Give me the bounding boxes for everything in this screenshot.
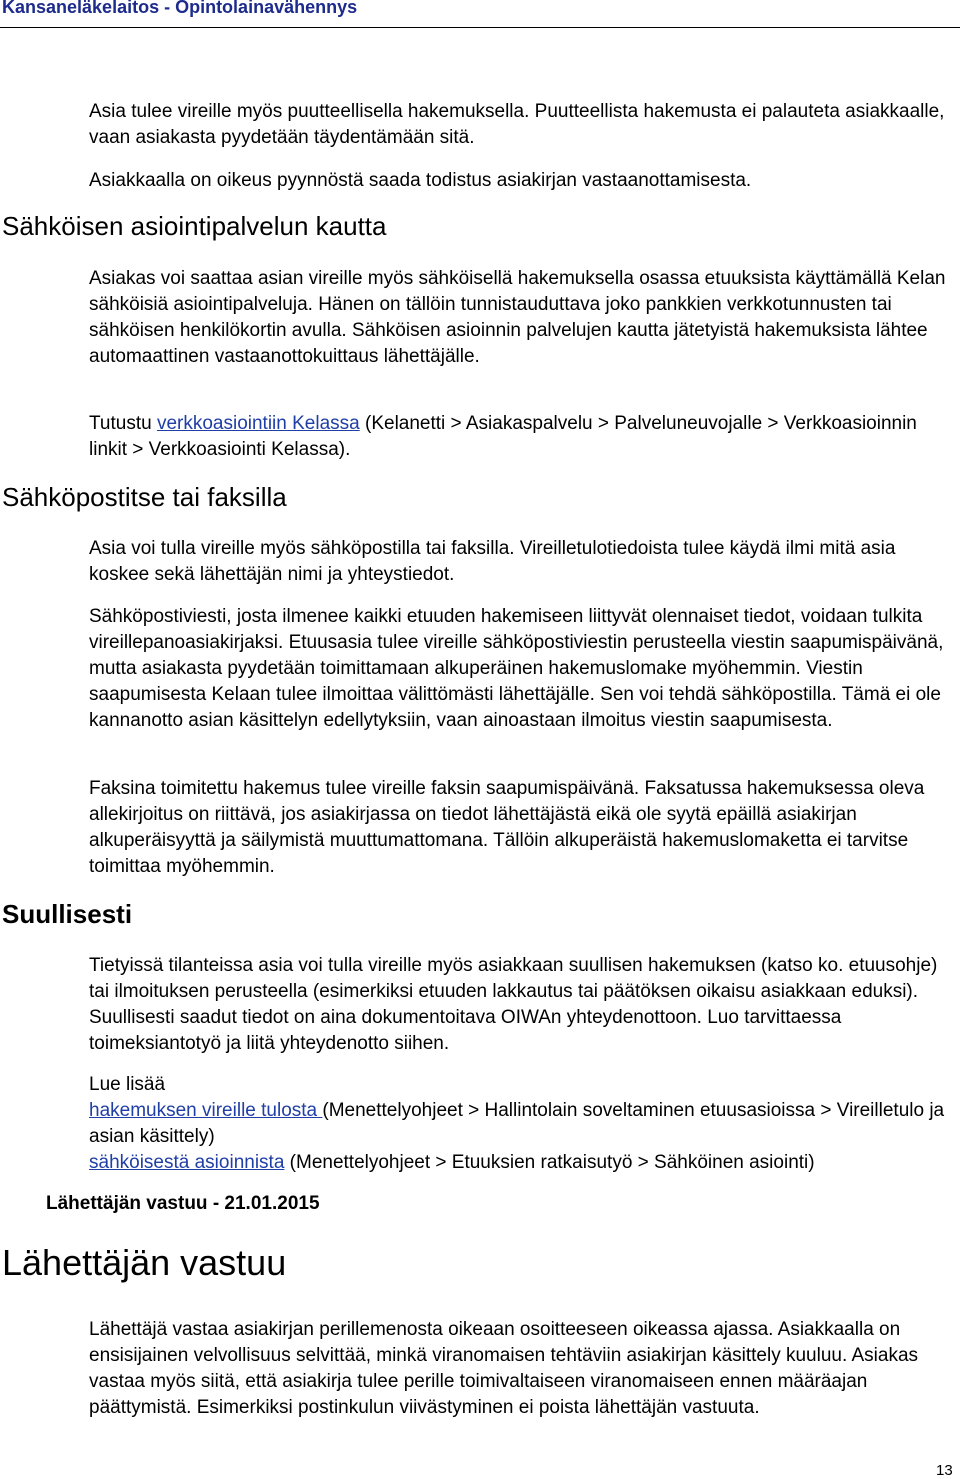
text-before-link: Tutustu [89,413,157,434]
link2-description: (Menettelyohjeet > Etuuksien ratkaisutyö > Sähköinen asiointi) [284,1152,815,1173]
page-number: 13 [936,1462,953,1479]
read-more-label: Lue lisää [89,1074,166,1095]
oral-paragraph: Tietyissä tilanteissa asia voi tulla vireille myös asiakkaan suullisen hakemuksen (katso ko. etuusohje) tai ilmoituksen perusteella (esimerkiksi etuuden lakkautus tai päätöksen oikaisu asiakkaan eduksi). Suullisesti saadut tiedot on aina dokumentoitava OIWAn yhteydenottoon. Luo tarvittaessa toimeksiantotyö ja liitä yhteydenotto siihen. [89,955,938,1054]
link-hakemuksen-vireille-tulosta[interactable]: hakemuksen vireille tulosta [89,1100,323,1121]
link-verkkoasiointi-kelassa[interactable]: verkkoasiointiin Kelassa [156,413,360,434]
email-fax-paragraph-2: Sähköpostiviesti, josta ilmenee kaikki etuuden hakemiseen liittyvät olennaiset tiedot, voidaan tulkita vireillepanoasiakirjaksi. Etuusasia tulee vireille sähköpostiviestin perusteella viestin saapumispäivänä, mutta asiakasta pyydetään toimittamaan alkuperäinen hakemuslomake myöhemmin. Viestin saapumisesta Kelaan tulee ilmoittaa välittömästi lähettäjälle. Sen voi tehdä sähköpostilla. Tämä ei ole kannanotto asian käsittelyn edellytyksiin, vaan ainoastaan ilmoitus viestin saapumisesta. [89,606,944,731]
document-header-title: Kansaneläkelaitos - Opintolainavähennys [2,0,358,17]
electronic-paragraph-link [89,411,949,463]
read-more-block [89,1072,949,1176]
header-divider [0,27,960,28]
email-fax-paragraph-1: Asia voi tulla vireille myös sähköpostilla tai faksilla. Vireilletulotiedoista tulee käydä ilmi mitä asia koskee sekä lähettäjän nimi ja yhteystiedot. [89,538,896,585]
responsibility-paragraph: Lähettäjä vastaa asiakirjan perillemenosta oikeaan osoitteeseen oikeassa ajassa. Asiakkaalla on ensisijainen velvollisuus selvittää, minkä viranomaisen tehtäviin asiakirjan käsittely kuuluu. Asiakas vastaa myös siitä, että asiakirja tulee perille toimivaltaiseen viranomaiseen ennen määräajan päättymistä. Esimerkiksi postinkulun viivästyminen ei poista lähettäjän vastuuta. [89,1319,919,1418]
electronic-paragraph: Asiakas voi saattaa asian vireille myös sähköisellä hakemuksella osassa etuuksista käyttämällä Kelan sähköisiä asiointipalveluja. Hänen on tällöin tunnistauduttava joko pankkien verkkotunnusten tai sähköisen henkilökortin avulla. Sähköisen asioinnin palvelujen kautta jätetyistä hakemuksista lähtee automaattinen vastaanottokuittaus lähettäjälle. [89,268,946,367]
email-fax-paragraph-3: Faksina toimitettu hakemus tulee vireille faksin saapumispäivänä. Faksatussa hakemuksessa oleva allekirjoitus on riittävä, jos asiakirjassa on tiedot lähettäjästä eikä ole syytä epäillä asiakirjan alkuperäisyyttä ja säilymistä muuttumattomana. Tällöin alkuperäistä hakemuslomaketta ei tarvitse toimittaa myöhemmin. [89,778,925,877]
version-heading: Lähettäjän vastuu - 21.01.2015 [46,1193,320,1214]
section-heading-electronic: Sähköisen asiointipalvelun kautta [2,211,387,241]
section-heading-email-fax: Sähköpostitse tai faksilla [2,482,287,512]
page-title-sender-responsibility: Lähettäjän vastuu [2,1242,287,1283]
link1-description: (Menettelyohjeet > Hallintolain soveltaminen etuusasioissa > Vireilletulo ja asian käsittely) [89,1100,945,1147]
link-sahkoisesta-asioinnista[interactable]: sähköisestä asioinnista [89,1152,285,1173]
text-after-link: (Kelanetti > Asiakaspalvelu > Palveluneuvojalle > Verkkoasioinnin linkit > Verkkoasiointi Kelassa). [89,413,917,460]
intro-paragraph-incomplete: Asia tulee vireille myös puutteellisella hakemuksella. Puutteellista hakemusta ei palauteta asiakkaalle, vaan asiakasta pyydetään täydentämään sitä. [89,101,945,148]
section-heading-oral: Suullisesti [2,899,133,929]
intro-paragraph-receipt: Asiakkaalla on oikeus pyynnöstä saada todistus asiakirjan vastaanottamisesta. [89,170,752,191]
